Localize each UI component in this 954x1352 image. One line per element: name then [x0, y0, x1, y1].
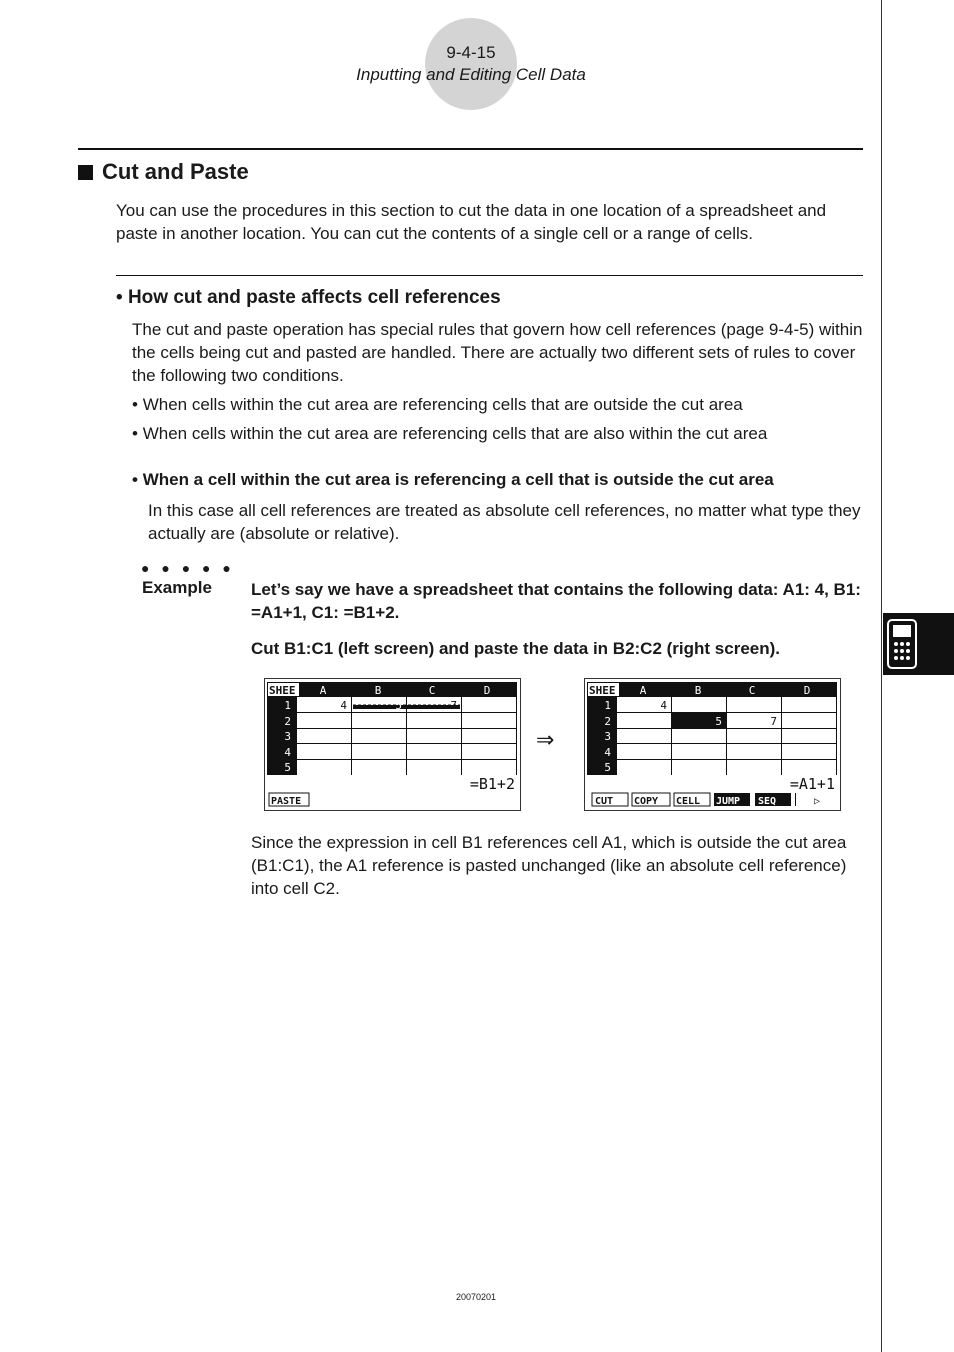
subsection-paragraph: The cut and paste operation has special rules that govern how cell references (page 9-4-5) within the cells being cut and pasted are handled. There are actually two different sets of rules to cover the following two conditions.	[132, 320, 863, 385]
list-item-text: When cells within the cut area are referencing cells that are also within the cut area	[142, 424, 768, 443]
row-header: 3	[604, 730, 611, 743]
sheet-label: SHEE	[589, 684, 616, 697]
column-header: C	[428, 684, 436, 697]
example-line-2: Cut B1:C1 (left screen) and paste the data in B2:C2 (right screen).	[251, 639, 780, 658]
subsection-heading-text: How cut and paste affects cell references	[127, 287, 501, 308]
subsection-heading	[116, 287, 501, 309]
sheet-label: SHEE	[269, 684, 296, 697]
cell-c1: 7	[450, 699, 457, 712]
condition-paragraph: In this case all cell references are treated as absolute cell references, no matter what type they actually are (absolute or relative).	[148, 501, 861, 543]
menu-cell: CELL	[676, 796, 701, 807]
transform-arrow: ⇒	[536, 727, 555, 752]
calculator-screen-right	[584, 678, 841, 811]
example-label: Example	[142, 578, 212, 597]
list-item-text: When cells within the cut area are referencing cells that are outside the cut area	[142, 395, 743, 414]
bullet-icon: •	[132, 395, 143, 414]
column-header: A	[639, 684, 647, 697]
section-title-text: Cut and Paste	[102, 159, 249, 184]
menu-paste: PASTE	[271, 796, 302, 807]
row-header: 5	[284, 761, 291, 774]
bullet-icon: •	[116, 287, 123, 308]
page-edge-line	[881, 0, 882, 1352]
calculator-screen-left	[264, 678, 521, 811]
example-line-1: Let’s say we have a spreadsheet that contains the following data: A1: 4, B1: =A1+1, C1: =B1+2.	[251, 580, 861, 622]
header-circle	[425, 18, 517, 110]
subsection-rule	[116, 275, 863, 276]
section-rule	[78, 148, 863, 150]
menu-cut: CUT	[595, 796, 614, 807]
cell-c2: 7	[770, 715, 777, 728]
page-number: 9-4-15	[446, 43, 496, 62]
cell-b1: 5	[395, 699, 402, 712]
column-header: C	[748, 684, 756, 697]
condition-heading-text: When a cell within the cut area is referencing a cell that is outside the cut area	[142, 470, 774, 489]
chapter-tab	[883, 613, 954, 675]
square-bullet-icon	[78, 165, 93, 180]
column-header: B	[694, 684, 702, 697]
row-header: 1	[284, 699, 291, 712]
row-header: 2	[604, 715, 611, 728]
spreadsheet-right	[585, 679, 840, 810]
bullet-icon: •	[132, 470, 143, 489]
spreadsheet-left	[265, 679, 520, 810]
column-header: A	[319, 684, 327, 697]
formula-line: =B1+2	[469, 775, 515, 793]
list-item	[132, 393, 852, 416]
column-header: B	[374, 684, 382, 697]
row-header: 2	[284, 715, 291, 728]
menu-copy: COPY	[634, 796, 659, 807]
menu-seq: SEQ	[758, 796, 777, 807]
list-item	[132, 422, 852, 445]
section-intro: You can use the procedures in this section to cut the data in one location of a spreadsheet and paste in another location. You can cut the contents of a single cell or a range of cells.	[116, 201, 827, 243]
condition-heading	[132, 470, 774, 490]
column-header: D	[803, 684, 811, 697]
row-header: 1	[604, 699, 611, 712]
cell-a1: 4	[340, 699, 347, 712]
section-title	[78, 159, 249, 185]
cell-b2: 5	[715, 715, 722, 728]
page-subtitle: Inputting and Editing Cell Data	[356, 65, 586, 84]
menu-next-icon: ▷	[813, 796, 821, 807]
bullet-icon: •	[132, 424, 143, 443]
row-header: 4	[284, 746, 291, 759]
footer-code: 20070201	[455, 1292, 497, 1302]
cell-a1: 4	[660, 699, 667, 712]
row-header: 3	[284, 730, 291, 743]
row-header: 5	[604, 761, 611, 774]
row-header: 4	[604, 746, 611, 759]
example-dots: ● ● ● ● ●	[141, 560, 235, 576]
menu-jump: JUMP	[716, 796, 741, 807]
calculator-icon	[887, 619, 917, 669]
formula-line: =A1+1	[789, 775, 835, 793]
example-explanation: Since the expression in cell B1 references cell A1, which is outside the cut area (B1:C1), the A1 reference is pasted unchanged (like an absolute cell reference) into cell C2.	[251, 833, 847, 898]
column-header: D	[483, 684, 491, 697]
